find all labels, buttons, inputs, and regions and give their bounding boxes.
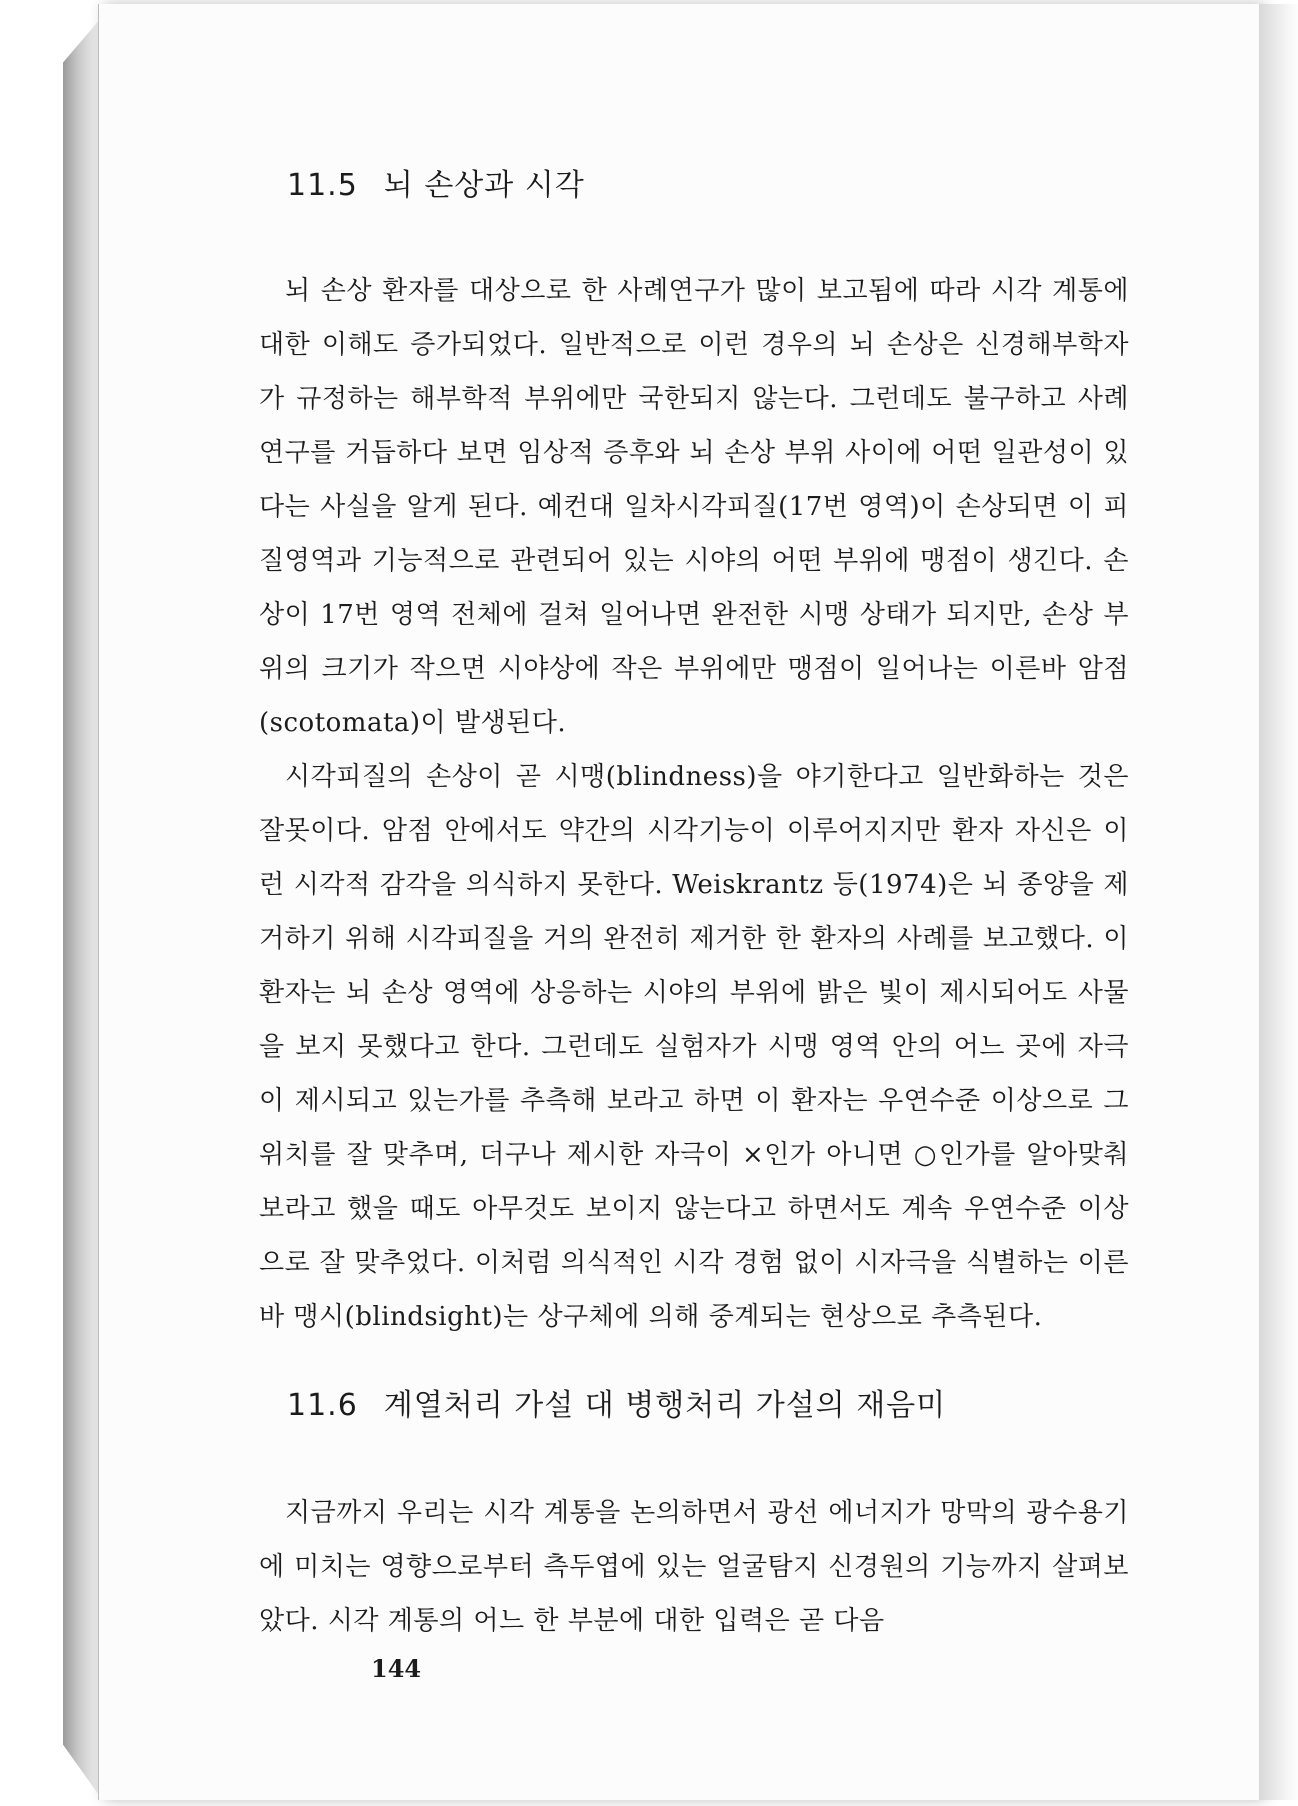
section-title: 뇌 손상과 시각 (383, 168, 585, 203)
paragraph: 시각피질의 손상이 곧 시맹(blindness)을 야기한다고 일반화하는 것은 잘못이다. 암점 안에서도 약간의 시각기능이 이루어지지만 환자 자신은 이런 시각적 감각을 의식하지 못한다. Weiskrantz 등(1974)은 뇌 종양을 제거하기 위해 시각피질을 거의 완전히 제거한 한 환자의 사례를 보고했다. 이 환자는 뇌 손상 영역에 상응하는 시야의 부위에 밝은 빛이 제시되어도 사물을 보지 못했다고 한다. 그런데도 실험자가 시맹 영역 안의 어느 곳에 자극이 제시되고 있는가를 추측해 보라고 하면 이 환자는 우연수준 이상으로 그 위치를 잘 맞추며, 더구나 제시한 자극이 ×인가 아니면 ○인가를 알아맞춰 보라고 했을 때도 아무것도 보이지 않는다고 하면서도 계속 우연수준 이상으로 잘 맞추었다. 이처럼 의식적인 시각 경험 없이 시자극을 식별하는 이른바 맹시(blindsight)는 상구체에 의해 중계되는 현상으로 추측된다. (259, 762, 1129, 1332)
book-spine (63, 18, 101, 1798)
section-title: 계열처리 가설 대 병행처리 가설의 재음미 (383, 1388, 947, 1423)
page-number: 144 (371, 1654, 422, 1683)
section-number: 11.5 (287, 168, 358, 203)
paragraph: 뇌 손상 환자를 대상으로 한 사례연구가 많이 보고됨에 따라 시각 계통에 대한 이해도 증가되었다. 일반적으로 이런 경우의 뇌 손상은 신경해부학자가 규정하는 해부학적 부위에만 국한되지 않는다. 그런데도 불구하고 사례연구를 거듭하다 보면 임상적 증후와 뇌 손상 부위 사이에 어떤 일관성이 있다는 사실을 알게 된다. 예컨대 일차시각피질(17번 영역)이 손상되면 이 피질영역과 기능적으로 관련되어 있는 시야의 어떤 부위에 맹점이 생긴다. 손상이 17번 영역 전체에 걸쳐 일어나면 완전한 시맹 상태가 되지만, 손상 부위의 크기가 작으면 시야상에 작은 부위에만 맹점이 일어나는 이른바 암점(scotomata)이 발생된다. (259, 276, 1129, 738)
section-heading-11-6 (259, 1388, 1129, 1424)
paragraph: 지금까지 우리는 시각 계통을 논의하면서 광선 에너지가 망막의 광수용기에 미치는 영향으로부터 측두엽에 있는 얼굴탐지 신경원의 기능까지 살펴보았다. 시각 계통의 어느 한 부분에 대한 입력은 곧 다음 (259, 1498, 1129, 1636)
section-number: 11.6 (287, 1388, 358, 1423)
page-content (259, 154, 1129, 1648)
book-page (98, 4, 1259, 1800)
section-heading-11-5 (259, 168, 1129, 204)
section-body-11-6 (259, 1486, 1129, 1648)
section-body-11-5 (259, 264, 1129, 1344)
